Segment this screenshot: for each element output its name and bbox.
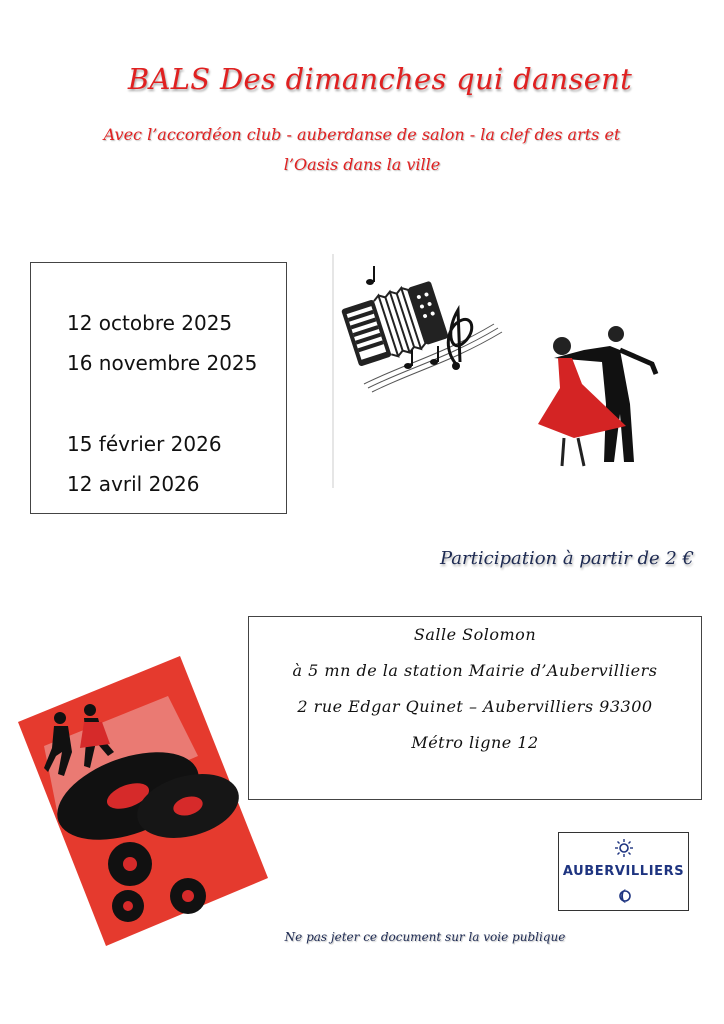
dancing-couple-icon bbox=[538, 326, 656, 466]
aubervilliers-logo bbox=[558, 832, 689, 911]
moon-icon bbox=[617, 888, 631, 904]
footer-note: Ne pas jeter ce document sur la voie publique bbox=[284, 930, 566, 944]
venue-name: Salle Solomon bbox=[413, 625, 537, 644]
subtitle-line-1: Avec l’accordéon club - auberdanse de salon - la clef des arts et bbox=[103, 125, 621, 144]
dance-illustration bbox=[332, 254, 692, 488]
date-item: 15 février 2026 bbox=[67, 432, 222, 456]
address-box bbox=[248, 616, 702, 800]
venue-near: à 5 mn de la station Mairie d’Aubervilliers bbox=[292, 661, 658, 680]
accordion-icon bbox=[340, 279, 449, 369]
vinyl-poster-image bbox=[18, 656, 268, 946]
date-item: 16 novembre 2025 bbox=[67, 351, 258, 375]
venue-street: 2 rue Edgar Quinet – Aubervilliers 93300 bbox=[297, 697, 653, 716]
city-logo-icon bbox=[615, 839, 633, 857]
participation-text: Participation à partir de 2 € bbox=[439, 548, 694, 569]
date-item: 12 avril 2026 bbox=[67, 472, 200, 496]
page-title: BALS Des dimanches qui dansent bbox=[127, 62, 633, 96]
date-item: 12 octobre 2025 bbox=[67, 311, 233, 335]
dates-box bbox=[30, 262, 287, 514]
subtitle-line-2: l’Oasis dans la ville bbox=[283, 155, 441, 174]
venue-metro: Métro ligne 12 bbox=[411, 733, 539, 752]
treble-clef-icon bbox=[448, 310, 471, 370]
logo-text: AUBERVILLIERS bbox=[562, 864, 685, 879]
